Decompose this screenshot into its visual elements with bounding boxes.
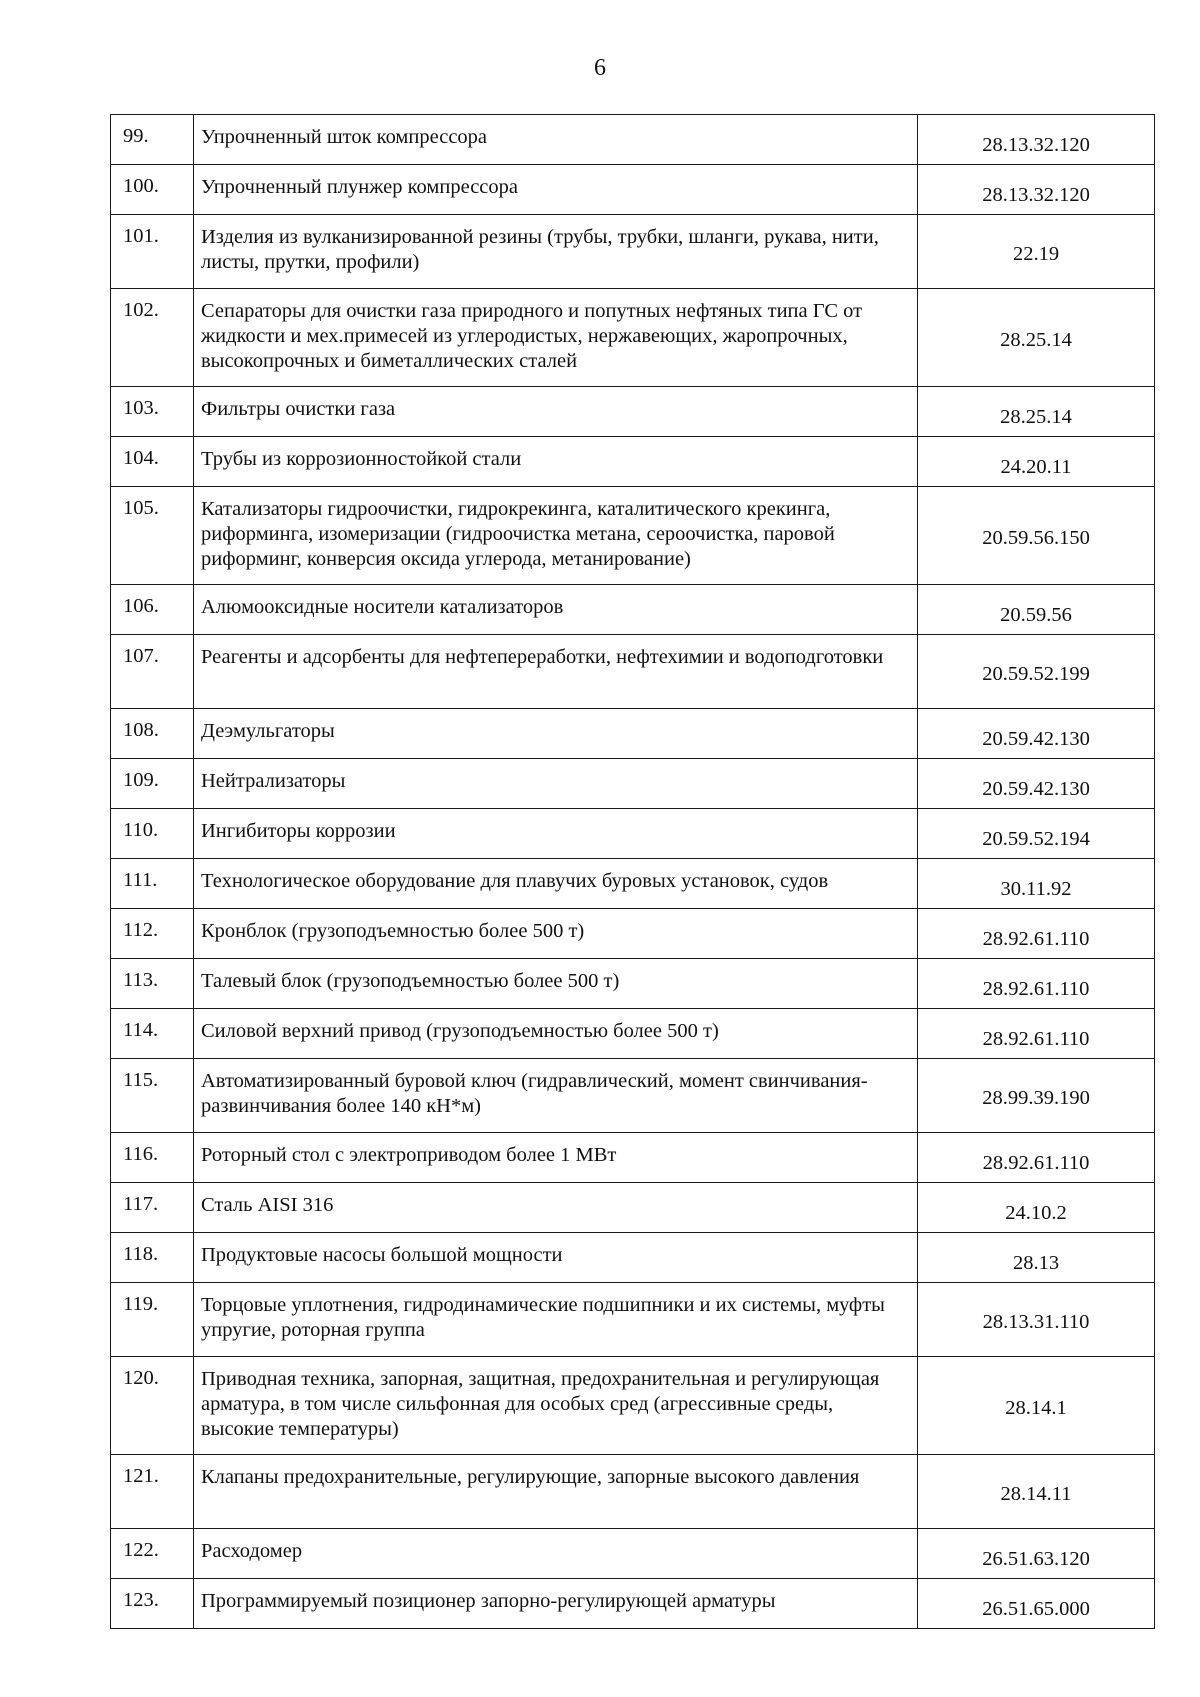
product-name: Катализаторы гидроочистки, гидрокрекинга, каталитического крекинга, риформинга, изомеризации (гидроочистка метана, сероочистка, паровой риформинг, конверсия оксида углерода, метанирование) xyxy=(194,487,918,585)
row-number: 111. xyxy=(111,859,194,909)
row-number: 121. xyxy=(111,1455,194,1529)
product-name: Продуктовые насосы большой мощности xyxy=(194,1233,918,1283)
okpd-code: 20.59.52.194 xyxy=(918,809,1155,859)
product-name: Упрочненный шток компрессора xyxy=(194,115,918,165)
product-name: Фильтры очистки газа xyxy=(194,387,918,437)
table-row xyxy=(111,1059,1155,1133)
okpd-code: 28.92.61.110 xyxy=(918,959,1155,1009)
table-row xyxy=(111,709,1155,759)
row-number: 106. xyxy=(111,585,194,635)
table-row xyxy=(111,1133,1155,1183)
row-number: 99. xyxy=(111,115,194,165)
table-row xyxy=(111,215,1155,289)
table-row xyxy=(111,115,1155,165)
table-row xyxy=(111,809,1155,859)
okpd-code: 20.59.42.130 xyxy=(918,709,1155,759)
page-number: 6 xyxy=(594,55,606,81)
okpd-code: 28.92.61.110 xyxy=(918,1009,1155,1059)
okpd-code: 28.13.32.120 xyxy=(918,165,1155,215)
product-name: Реагенты и адсорбенты для нефтепереработки, нефтехимии и водоподготовки xyxy=(194,635,918,709)
row-number: 109. xyxy=(111,759,194,809)
table-row xyxy=(111,1455,1155,1529)
okpd-code: 28.14.11 xyxy=(918,1455,1155,1529)
row-number: 117. xyxy=(111,1183,194,1233)
product-name: Программируемый позиционер запорно-регулирующей арматуры xyxy=(194,1579,918,1629)
table-row xyxy=(111,1579,1155,1629)
product-name: Сталь AISI 316 xyxy=(194,1183,918,1233)
table-row xyxy=(111,387,1155,437)
okpd-code: 28.14.1 xyxy=(918,1357,1155,1455)
table-row xyxy=(111,859,1155,909)
product-name: Нейтрализаторы xyxy=(194,759,918,809)
product-name: Клапаны предохранительные, регулирующие, запорные высокого давления xyxy=(194,1455,918,1529)
okpd-code: 28.25.14 xyxy=(918,289,1155,387)
product-name: Упрочненный плунжер компрессора xyxy=(194,165,918,215)
table-row xyxy=(111,1529,1155,1579)
okpd-code: 20.59.52.199 xyxy=(918,635,1155,709)
table-row xyxy=(111,909,1155,959)
products-table xyxy=(110,114,1155,1629)
table-row xyxy=(111,959,1155,1009)
row-number: 122. xyxy=(111,1529,194,1579)
row-number: 112. xyxy=(111,909,194,959)
table-row xyxy=(111,1283,1155,1357)
row-number: 100. xyxy=(111,165,194,215)
product-name: Трубы из коррозионностойкой стали xyxy=(194,437,918,487)
product-name: Силовой верхний привод (грузоподъемностью более 500 т) xyxy=(194,1009,918,1059)
row-number: 105. xyxy=(111,487,194,585)
product-name: Алюмооксидные носители катализаторов xyxy=(194,585,918,635)
product-name: Роторный стол с электроприводом более 1 МВт xyxy=(194,1133,918,1183)
table-row xyxy=(111,635,1155,709)
row-number: 104. xyxy=(111,437,194,487)
okpd-code: 28.25.14 xyxy=(918,387,1155,437)
row-number: 114. xyxy=(111,1009,194,1059)
table-row xyxy=(111,1233,1155,1283)
product-name: Сепараторы для очистки газа природного и попутных нефтяных типа ГС от жидкости и мех.примесей из углеродистых, нержавеющих, жаропрочных, высокопрочных и биметаллических сталей xyxy=(194,289,918,387)
okpd-code: 28.13.31.110 xyxy=(918,1283,1155,1357)
table-row xyxy=(111,585,1155,635)
row-number: 101. xyxy=(111,215,194,289)
product-name: Автоматизированный буровой ключ (гидравлический, момент свинчивания-развинчивания более 140 кН*м) xyxy=(194,1059,918,1133)
okpd-code: 28.13 xyxy=(918,1233,1155,1283)
okpd-code: 26.51.63.120 xyxy=(918,1529,1155,1579)
table-row xyxy=(111,1009,1155,1059)
okpd-code: 28.92.61.110 xyxy=(918,1133,1155,1183)
product-name: Деэмульгаторы xyxy=(194,709,918,759)
table-row xyxy=(111,1357,1155,1455)
okpd-code: 30.11.92 xyxy=(918,859,1155,909)
table-row xyxy=(111,437,1155,487)
table-row xyxy=(111,289,1155,387)
okpd-code: 20.59.56 xyxy=(918,585,1155,635)
row-number: 110. xyxy=(111,809,194,859)
okpd-code: 28.92.61.110 xyxy=(918,909,1155,959)
row-number: 116. xyxy=(111,1133,194,1183)
row-number: 103. xyxy=(111,387,194,437)
product-name: Талевый блок (грузоподъемностью более 500 т) xyxy=(194,959,918,1009)
product-name: Технологическое оборудование для плавучих буровых установок, судов xyxy=(194,859,918,909)
row-number: 107. xyxy=(111,635,194,709)
product-name: Торцовые уплотнения, гидродинамические подшипники и их системы, муфты упругие, роторная группа xyxy=(194,1283,918,1357)
row-number: 123. xyxy=(111,1579,194,1629)
table-row xyxy=(111,165,1155,215)
product-name: Кронблок (грузоподъемностью более 500 т) xyxy=(194,909,918,959)
table-row xyxy=(111,487,1155,585)
okpd-code: 26.51.65.000 xyxy=(918,1579,1155,1629)
product-name: Ингибиторы коррозии xyxy=(194,809,918,859)
product-name: Изделия из вулканизированной резины (трубы, трубки, шланги, рукава, нити, листы, прутки, профили) xyxy=(194,215,918,289)
table-row xyxy=(111,1183,1155,1233)
row-number: 115. xyxy=(111,1059,194,1133)
row-number: 120. xyxy=(111,1357,194,1455)
okpd-code: 22.19 xyxy=(918,215,1155,289)
okpd-code: 28.13.32.120 xyxy=(918,115,1155,165)
product-name: Расходомер xyxy=(194,1529,918,1579)
row-number: 118. xyxy=(111,1233,194,1283)
okpd-code: 28.99.39.190 xyxy=(918,1059,1155,1133)
okpd-code: 20.59.42.130 xyxy=(918,759,1155,809)
row-number: 102. xyxy=(111,289,194,387)
okpd-code: 20.59.56.150 xyxy=(918,487,1155,585)
table-row xyxy=(111,759,1155,809)
row-number: 108. xyxy=(111,709,194,759)
okpd-code: 24.10.2 xyxy=(918,1183,1155,1233)
row-number: 113. xyxy=(111,959,194,1009)
row-number: 119. xyxy=(111,1283,194,1357)
product-name: Приводная техника, запорная, защитная, предохранительная и регулирующая арматура, в том числе сильфонная для особых сред (агрессивные среды, высокие температуры) xyxy=(194,1357,918,1455)
okpd-code: 24.20.11 xyxy=(918,437,1155,487)
